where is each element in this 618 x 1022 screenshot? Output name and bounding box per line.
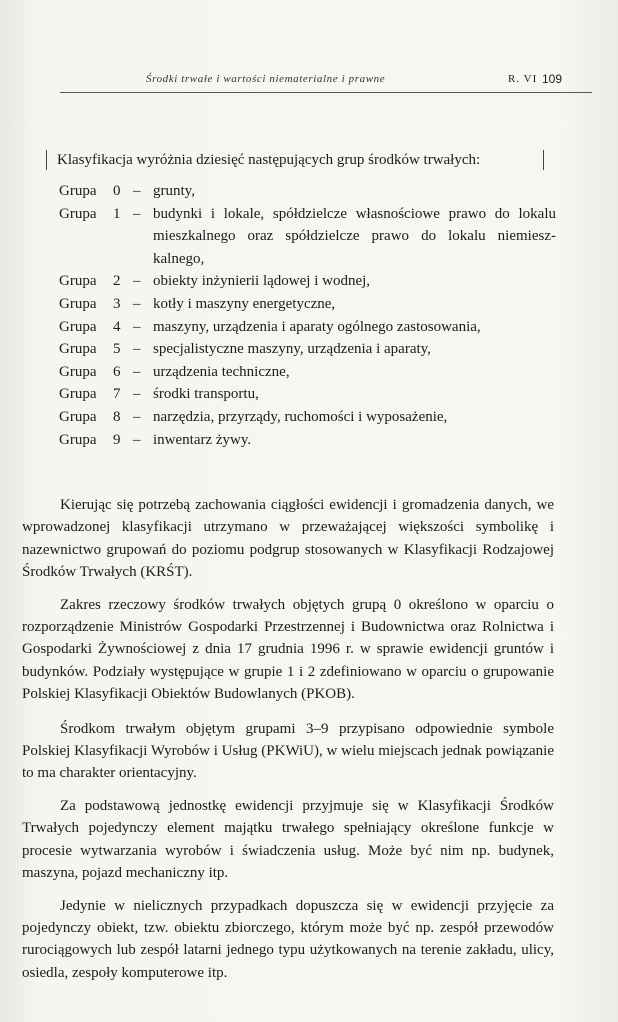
group-dash: –: [133, 205, 141, 222]
paragraph: Środkom trwałym objętym grupami 3–9 przypisano odpowiednie symbole Polskiej Klasyfikacji Wyrobów i Usług (PKWiU), w wielu miejscach jednak powiązanie to ma charakter orientacyjny.: [22, 720, 554, 782]
group-description: obiekty inżynierii lądowej i wodnej,: [153, 273, 371, 290]
group-row: [59, 383, 559, 406]
group-word: Grupa: [59, 341, 97, 358]
group-description: maszyny, urządzenia i aparaty ogólnego zastosowania,: [153, 318, 481, 335]
group-number: 0: [113, 183, 121, 199]
group-row: [59, 406, 559, 429]
group-row: [59, 316, 559, 339]
group-word: Grupa: [59, 183, 97, 199]
group-description: narzędzia, przyrządy, ruchomości i wyposażenie,: [153, 408, 448, 425]
group-description: inwentarz żywy.: [153, 431, 252, 448]
group-dash: –: [133, 295, 141, 312]
paragraph: Kierując się potrzebą zachowania ciągłości ewidencji i gromadzenia danych, we wprowadzonej klasyfikacji utrzymano w przeważającej większości symbolikę i nazewnictwo grupowań do poziomu podgrup stosowanych w Klasyfikacji Rodzajowej Środków Trwałych (KRŚT).: [22, 497, 554, 581]
page-header: [60, 72, 592, 93]
group-dash: –: [133, 363, 141, 380]
body-text: [22, 494, 554, 994]
group-dash: –: [133, 273, 141, 290]
group-row: [59, 361, 559, 384]
paragraph: Zakres rzeczowy środków trwałych objętych grupą 0 określono w oparciu o rozporządzenie Ministrów Gospodarki Przestrzennej i Budownictwa oraz Rolnictwa i Gospodarki Żywnościowej z dnia 17 grudnia 1996 r. w sprawie ewidencji gruntów i budynków. Podziały występujące w grupie 1 i 2 zdefiniowano w oparciu o grupowanie Polskiej Klasyfikacji Obiektów Budowlanych (PKOB).: [22, 596, 554, 703]
paragraph: Jedynie w nielicznych przypadkach dopuszcza się w ewidencji przyjęcie za pojedynczy obiekt, tzw. obiektu zbiorczego, którym może być np. zespół przewodów rurociągowych lub zespół latarni jednego typu użytkowanych na terenie zakładu, ulicy, osiedla, zespoły komputerowe itp.: [22, 897, 554, 981]
group-row: [59, 338, 559, 361]
group-number: 5: [113, 341, 121, 358]
page-number: 109: [542, 72, 563, 86]
group-number: 3: [113, 295, 121, 312]
chapter-label: R. VI: [508, 73, 538, 85]
group-dash: –: [133, 386, 141, 403]
group-number: 2: [113, 273, 121, 290]
group-number: 4: [113, 318, 121, 335]
group-description: grunty,: [153, 183, 195, 199]
group-dash: –: [133, 408, 141, 425]
group-word: Grupa: [59, 431, 97, 448]
group-number: 9: [113, 431, 121, 448]
group-description: kotły i maszyny energetyczne,: [153, 295, 336, 312]
group-description: specjalistyczne maszyny, urządzenia i aparaty,: [153, 341, 431, 358]
group-row: [59, 203, 559, 271]
group-row: [59, 270, 559, 293]
running-title: Środki trwałe i wartości niematerialne i prawne: [146, 73, 386, 85]
group-word: Grupa: [59, 386, 97, 403]
group-description: środki transportu,: [153, 386, 259, 403]
group-dash: –: [133, 318, 141, 335]
classification-intro: Klasyfikacja wyróżnia dziesięć następujących grup środków trwałych:: [46, 150, 544, 170]
group-word: Grupa: [59, 408, 97, 425]
group-row: [59, 180, 559, 203]
group-row: [59, 429, 559, 452]
group-dash: –: [133, 431, 141, 448]
group-description: budynki i lokale, spółdzielcze własnościowe prawo do lokalu mieszkalnego oraz spółdzielcze prawo do lokalu niemiesz-kalnego,: [153, 205, 556, 267]
group-word: Grupa: [59, 273, 97, 290]
paragraph: Za podstawową jednostkę ewidencji przyjmuje się w Klasyfikacji Środków Trwałych pojedynczy element majątku trwałego spełniający określone funkcje w procesie wytwarzania wyrobów i świadczenia usług. Może być nim np. budynek, maszyna, pojazd mechaniczny itp.: [22, 797, 554, 882]
group-dash: –: [133, 183, 141, 199]
group-number: 1: [113, 205, 121, 222]
group-word: Grupa: [59, 318, 97, 335]
group-dash: –: [133, 341, 141, 358]
group-number: 7: [113, 386, 121, 403]
group-word: Grupa: [59, 363, 97, 380]
group-number: 6: [113, 363, 121, 380]
group-list: [59, 180, 559, 451]
group-word: Grupa: [59, 295, 97, 312]
group-word: Grupa: [59, 205, 97, 222]
group-description: urządzenia techniczne,: [153, 363, 290, 380]
group-row: [59, 293, 559, 316]
group-number: 8: [113, 408, 121, 425]
